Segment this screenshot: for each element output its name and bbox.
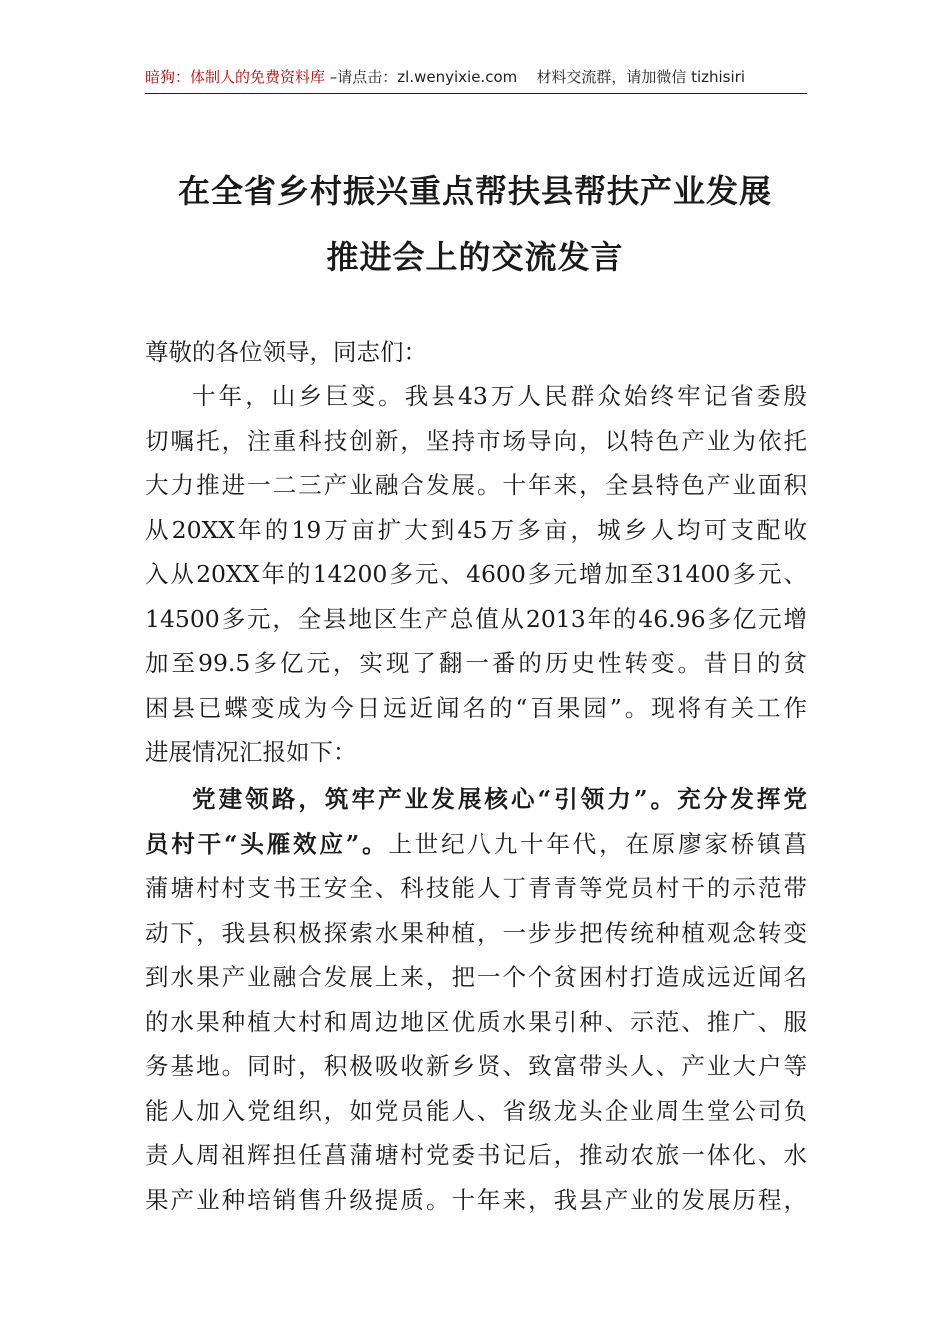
header-divider: [145, 93, 807, 94]
paragraph-line: 务基地。同时，积极吸收新乡贤、致富带头人、产业大户等: [145, 1052, 807, 1080]
header-visit-link[interactable]: –请点击：zl.wenyixie.com: [329, 68, 518, 86]
document-title-line-1: 在全省乡村振兴重点帮扶县帮扶产业发展: [177, 172, 772, 210]
paragraph-line: 切嘱托，注重科技创新，坚持市场导向，以特色产业为依托: [145, 426, 807, 455]
header-contact: 材料交流群，请加微信 tizhisiri: [536, 68, 745, 86]
paragraph-line: 动下，我县积极探索水果种植，一步步把传统种植观念转变: [145, 918, 807, 947]
paragraph-line: 果产业种培销售升级提质。十年来，我县产业的发展历程，: [145, 1185, 807, 1214]
paragraph-line: 从20XX年的19万亩扩大到45万多亩，城乡人均可支配收: [145, 515, 807, 544]
paragraph-heading-line: [145, 777, 807, 822]
paragraph-line: 入从20XX年的14200多元、4600多元增加至31400多元、: [145, 560, 807, 588]
document-title-line-2: 推进会上的交流发言: [326, 238, 624, 276]
section-heading: 党建领路，筑牢产业发展核心“引领力”。充分发挥党: [192, 785, 807, 813]
paragraph-line: 的水果种植大村和周边地区优质水果引种、示范、推广、服: [145, 1007, 807, 1036]
paragraph-line: 大力推进一二三产业融合发展。十年来，全县特色产业面积: [145, 471, 807, 499]
paragraph-line: 困县已蝶变成为今日远近闻名的“百果园”。现将有关工作: [145, 693, 807, 722]
paragraph-1: [145, 374, 807, 775]
paragraph-line: 进展情况汇报如下：: [145, 738, 357, 766]
paragraph-line: 到水果产业融合发展上来，把一个个贫困村打造成远近闻名: [145, 963, 807, 991]
paragraph-line: 责人周祖辉担任菖蒲塘村党委书记后，推动农旅一体化、水: [145, 1141, 807, 1169]
paragraph-line: 十年，山乡巨变。我县43万人民群众始终牢记省委殷: [192, 382, 807, 410]
paragraph-line: 14500多元，全县地区生产总值从2013年的46.96多亿元增: [145, 604, 807, 633]
paragraph-line: 能人加入党组织，如党员能人、省级龙头企业周生堂公司负: [145, 1096, 807, 1125]
paragraph-2: [145, 777, 807, 1222]
paragraph-line: 加至99.5多亿元，实现了翻一番的历史性转变。昔日的贫: [145, 649, 807, 677]
paragraph-line: 蒲塘村村支书王安全、科技能人丁青青等党员村干的示范带: [145, 874, 807, 902]
section-subheading: 员村干“头雁效应”。: [145, 829, 389, 858]
paragraph-line: [145, 822, 807, 867]
salutation: 尊敬的各位领导，同志们：: [145, 338, 427, 366]
paragraph-text: 上世纪八九十年代，在原廖家桥镇菖: [388, 829, 807, 858]
header-brand: 暗狗：体制人的免费资料库: [145, 68, 326, 86]
document-header: [145, 66, 807, 88]
